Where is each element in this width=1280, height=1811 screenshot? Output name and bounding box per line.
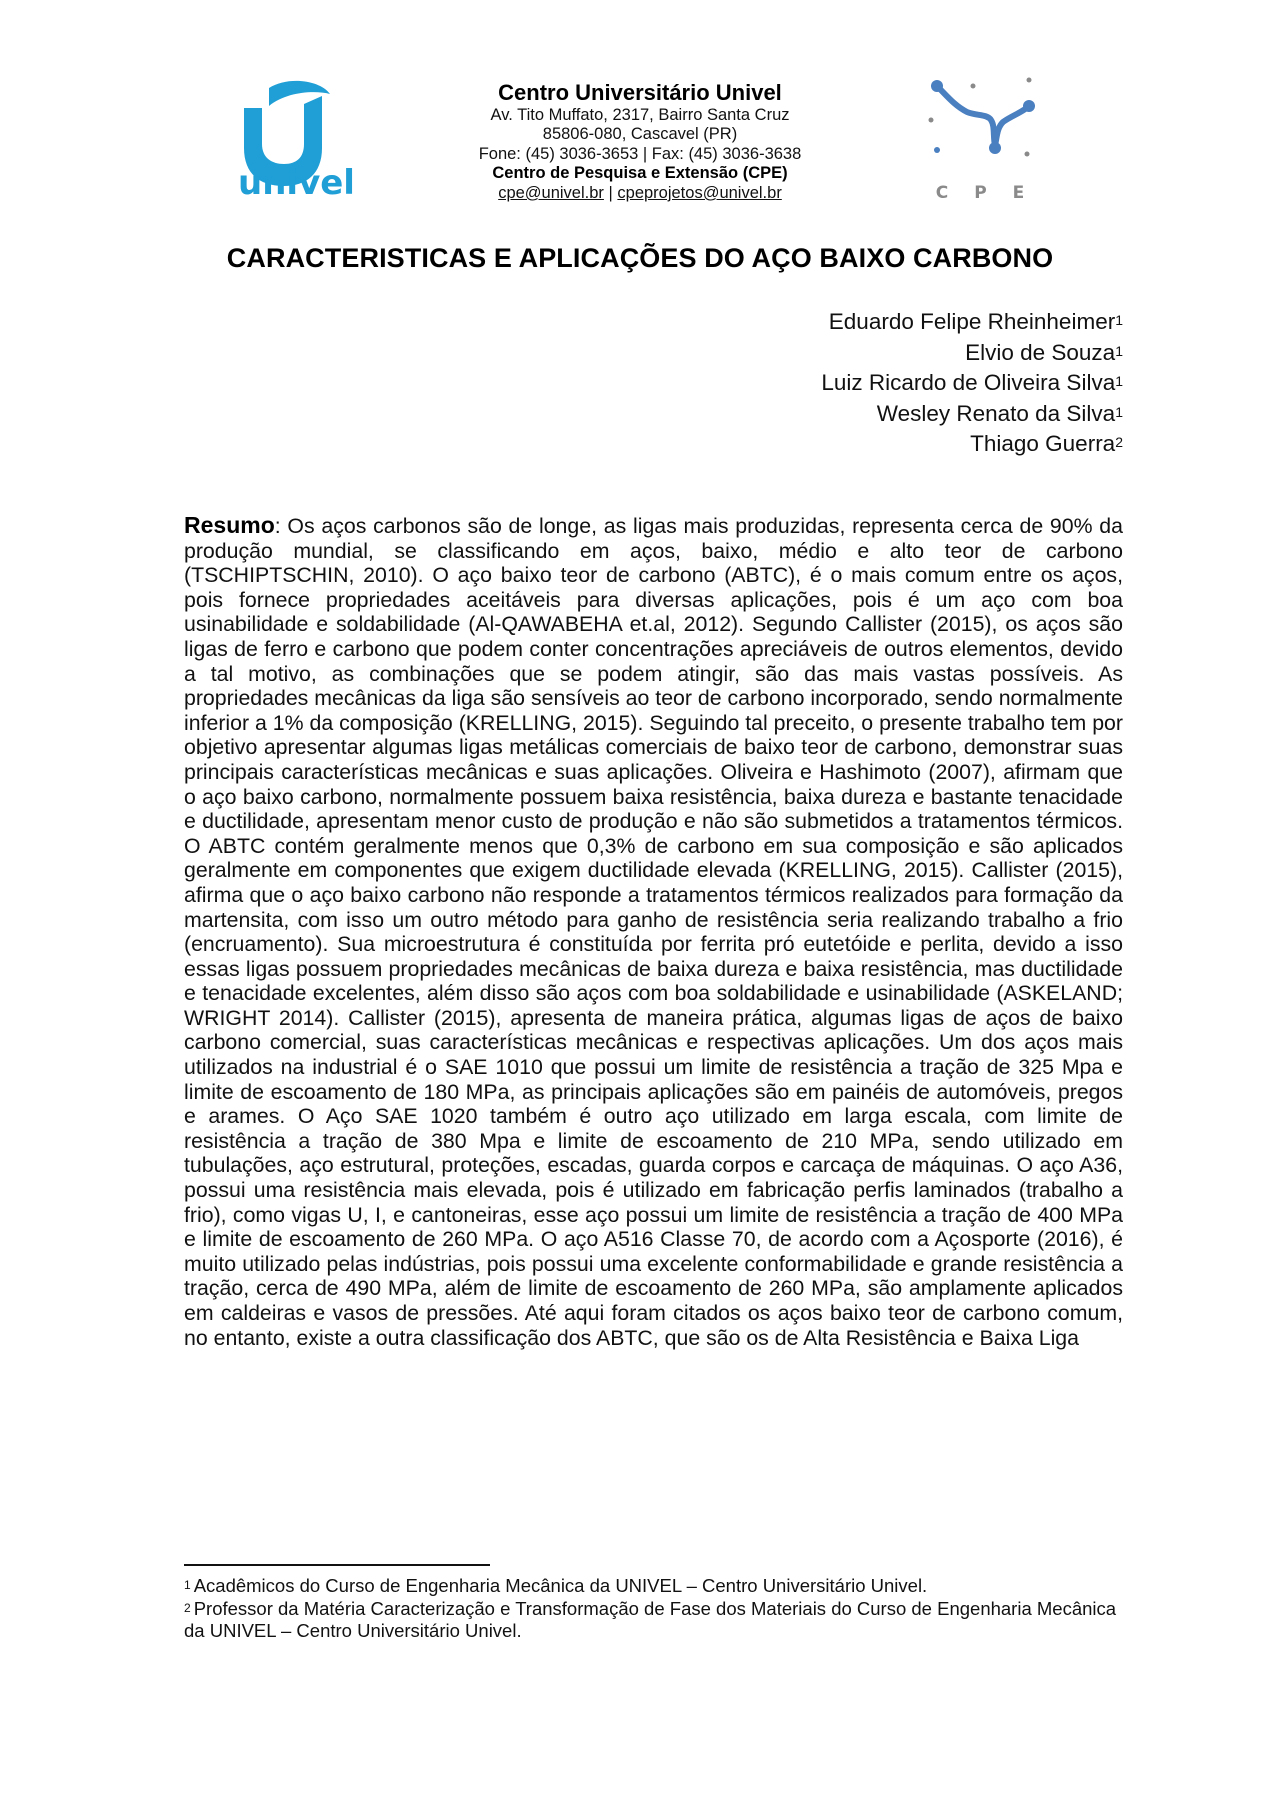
author-line [821, 368, 1123, 399]
author-line [821, 338, 1123, 369]
footnote-divider [184, 1564, 490, 1566]
author-line [821, 429, 1123, 460]
author-name: Wesley Renato da Silva [876, 400, 1116, 426]
cpe-logo [925, 74, 1045, 209]
author-line [821, 307, 1123, 338]
abstract [184, 513, 1123, 1350]
abstract-text: : Os aços carbonos são de longe, as ligas mais produzidas, representa cerca de 90% da produção mundial, se classificando em aços, baixo, médio e alto teor de carbono (TSCHIPTSCHIN, 2010). O aço baixo teor de carbono (ABTC), é o mais comum entre os aços, pois fornece propriedades aceitáveis para diversas aplicações, pois é um aço com boa usinabilidade e soldabilidade (Al-QAWABEHA et.al, 2012). Segundo Callister (2015), os aços são ligas de ferro e carbono que podem conter concentrações apreciáveis de outros elementos, devido a tal motivo, as combinações que se podem atingir, são das mais vastas possíveis. As propriedades mecânicas da liga são sensíveis ao teor de carbono incorporado, sendo normalmente inferior a 1% da composição (KRELLING, 2015). Seguindo tal preceito, o presente trabalho tem por objetivo apresentar algumas ligas metálicas comerciais de baixo teor de carbono, demonstrar suas principais características mecânicas e suas aplicações. Oliveira e Hashimoto (2007), afirmam que o aço baixo carbono, normalmente possuem baixa resistência, baixa dureza e bastante tenacidade e ductilidade, apresentam menor custo de produção e não são submetidos a tratamentos térmicos. O ABTC contém geralmente menos que 0,3% de carbono em sua composição e são aplicados geralmente em componentes que exigem ductilidade elevada (KRELLING, 2015). Callister (2015), afirma que o aço baixo carbono não responde a tratamentos térmicos realizados para formação da martensita, com isso um outro método para ganho de resistência seria realizando trabalho a frio (encruamento). Sua microestrutura é constituída por ferrita pró eutetóide e perlita, devido a isso essas ligas possuem propriedades mecânicas de baixa dureza e baixa resistência, mas ductilidade e tenacidade excelentes, além disso são aços com boa soldabilidade e usinabilidade (ASKELAND; WRIGHT 2014). Callister (2015), apresenta de maneira prática, algumas ligas de aços de baixo carbono comercial, suas características mecânicas e respectivas aplicações. Um dos aços mais utilizados na industrial é o SAE 1010 que possui um limite de resistência a tração de 325 Mpa e limite de escoamento de 180 MPa, as principais aplicações são em painéis de automóveis, pregos e arames. O Aço SAE 1020 também é outro aço utilizado em larga escala, com limite de resistência a tração de 380 Mpa e limite de escoamento de 210 MPa, sendo utilizado em tubulações, aço estrutural, proteções, escadas, guarda corpos e carcaça de máquinas. O aço A36, possui uma resistência mais elevada, pois é utilizado em fabricação perfis laminados (trabalho a frio), como vigas U, I, e cantoneiras, esse aço possui um limite de resistência a tração de 400 MPa e limite de escoamento de 260 MPa. O aço A516 Classe 70, de acordo com a Açosporte (2016), é muito utilizado pelas indústrias, pois possui uma excelente conformabilidade e grande resistência a tração, cerca de 490 MPa, além de limite de escoamento de 260 MPa, são amplamente aplicados em caldeiras e vasos de pressões. Até aqui foram citados os aços baixo teor de carbono comum, no entanto, existe a outra classificação dos ABTC, que são os de Alta Resistência e Baixa Liga [184, 514, 1123, 1350]
email-link-cpeprojetos[interactable]: cpeprojetos@univel.br [617, 183, 782, 202]
footnote-ref: 2 [184, 1600, 191, 1615]
author-name: Elvio de Souza [965, 339, 1116, 365]
footnote [184, 1575, 1123, 1598]
author-affiliation-ref: 2 [1115, 434, 1123, 450]
author-affiliation-ref: 1 [1115, 342, 1123, 359]
univel-logo-wordmark: univel [238, 163, 355, 196]
research-center-name: Centro de Pesquisa e Extensão (CPE) [492, 164, 788, 183]
email-line [420, 184, 860, 203]
author-affiliation-ref: 1 [1115, 312, 1123, 328]
institution-header [420, 80, 860, 203]
email-link-cpe[interactable]: cpe@univel.br [498, 183, 604, 202]
author-affiliation-ref: 1 [1115, 373, 1123, 389]
author-name: Luiz Ricardo de Oliveira Silva [821, 370, 1116, 395]
cpe-logo-wordmark: C P E [935, 183, 1035, 203]
address-line-2: 85806-080, Cascavel (PR) [542, 125, 738, 144]
footnote-ref: 1 [184, 1578, 191, 1592]
footnote-text: Acadêmicos do Curso de Engenharia Mecânica da UNIVEL – Centro Universitário Univel. [193, 1575, 928, 1596]
phone-fax: Fone: (45) 3036-3653 | Fax: (45) 3036-3638 [478, 144, 802, 163]
institution-name: Centro Universitário Univel [498, 80, 782, 105]
author-name: Thiago Guerra [970, 431, 1116, 456]
footnotes [184, 1575, 1123, 1643]
author-list [821, 307, 1123, 460]
author-line [821, 399, 1123, 430]
univel-logo [236, 78, 386, 196]
address-line-1: Av. Tito Muffato, 2317, Bairro Santa Cruz [490, 105, 790, 124]
author-affiliation-ref: 1 [1115, 403, 1123, 420]
email-separator: | [603, 183, 618, 202]
author-name: Eduardo Felipe Rheinheimer [828, 309, 1116, 334]
abstract-label: Resumo [184, 512, 275, 538]
footnote [184, 1598, 1123, 1643]
paper-title: CARACTERISTICAS E APLICAÇÕES DO AÇO BAIXO CARBONO [226, 243, 1054, 273]
footnote-text: Professor da Matéria Caracterização e Transformação de Fase dos Materiais do Curso de Engenharia Mecânica da UNIVEL – Centro Universitário Univel. [184, 1597, 1117, 1641]
